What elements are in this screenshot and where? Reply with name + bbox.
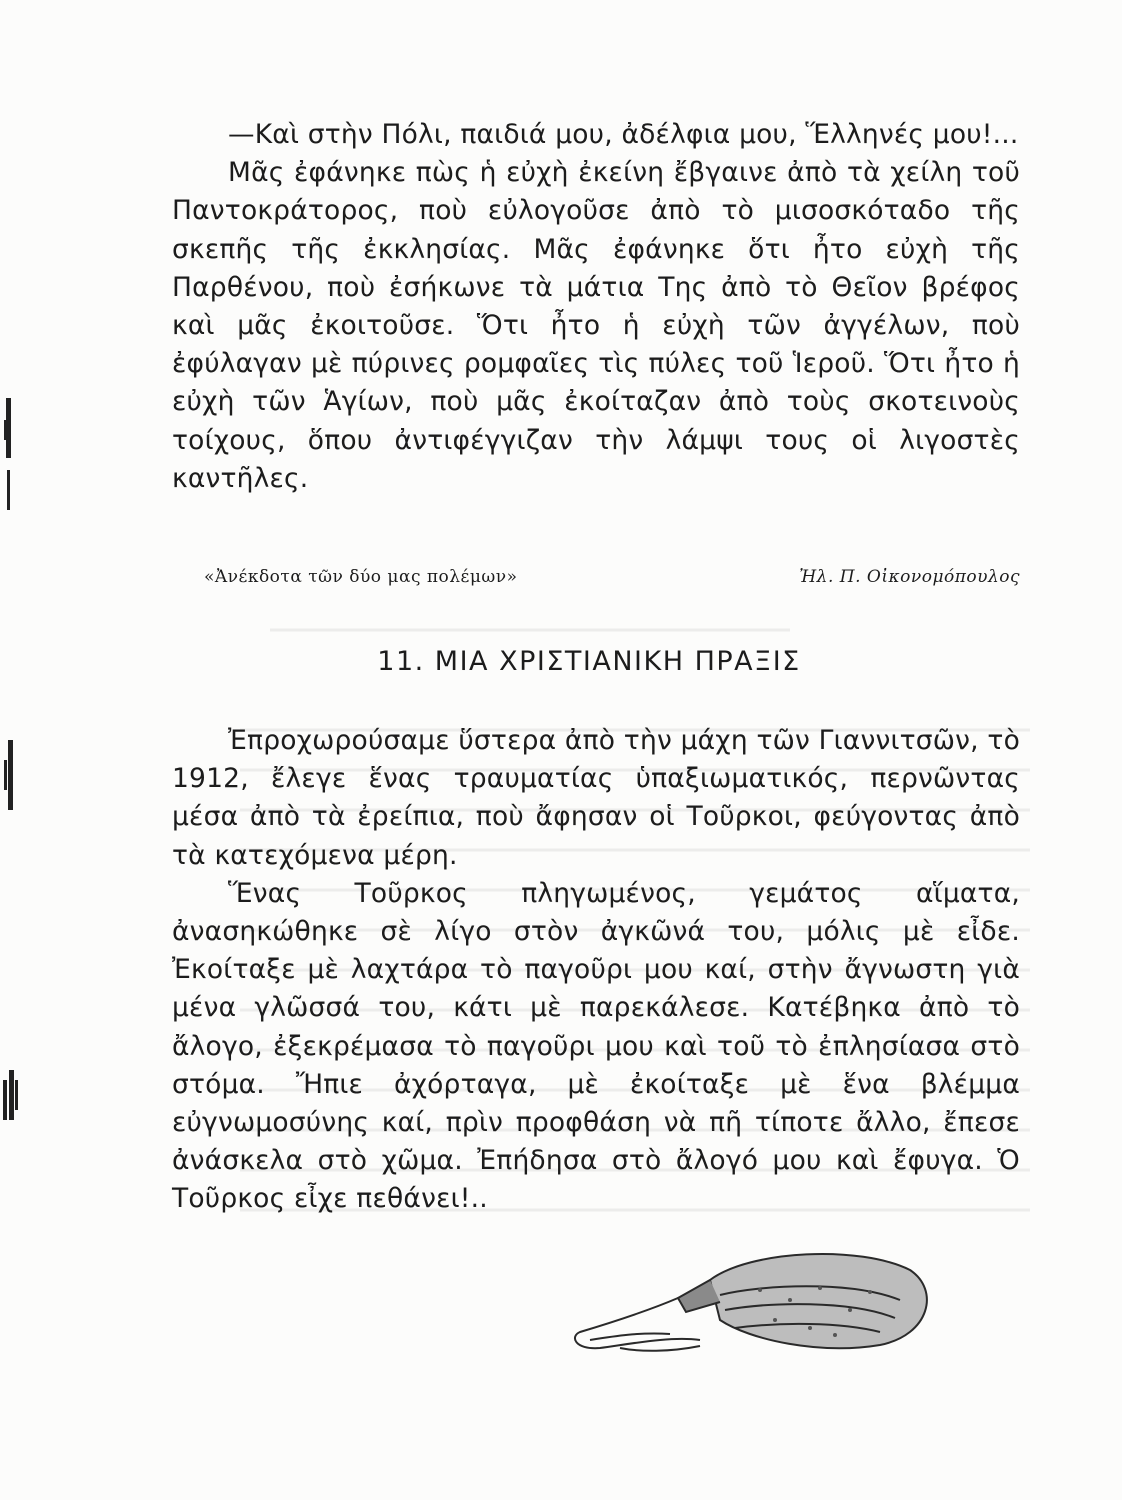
paragraph-church-description: Μᾶς ἐφάνηκε πὼς ἡ εὐχὴ ἐκείνη ἔβγαινε ἀπὸ τὰ χείλη τοῦ Παντοκράτορος, ποὺ εὐλογοῦσε ἀπὸ τὸ μισοσκόταδο τῆς σκεπῆς τῆς ἐκκλησίας. Μᾶς ἐφάνηκε ὅτι ἦτο εὐχὴ τῆς Παρθένου, ποὺ ἐσήκωνε τὰ μάτια Της ἀπὸ τὸ Θεῖον βρέφος καὶ μᾶς ἐκοιτοῦσε. Ὅτι ἦτο ἡ εὐχὴ τῶν ἀγγέλων, ποὺ ἐφύλαγαν μὲ πύρινες ρομφαῖες τὶς πύλες τοῦ Ἱεροῦ. Ὅτι ἦτο ἡ εὐχὴ τῶν Ἁγίων, ποὺ μᾶς ἐκοίταζαν ἀπὸ τοὺς σκοτεινοὺς τοίχους, ὅπου ἀντιφέγγιζαν τὴν λάμψι τους οἱ λιγοστὲς καντῆλες. bbox=[172, 157, 1020, 494]
section-passage bbox=[172, 722, 1020, 1219]
source-author: Ἠλ. Π. Οἰκονομόπουλος bbox=[799, 567, 1020, 587]
paragraph-advance: Ἐπροχωρούσαμε ὕστερα ἀπὸ τὴν μάχη τῶν Γιαννιτσῶν, τὸ 1912, ἔλεγε ἕνας τραυματίας ὑπαξιωματικός, περνῶντας μέσα ἀπὸ τὰ ἐρείπια, ποὺ ἄφησαν οἱ Τοῦρκοι, φεύγοντας ἀπὸ τὰ κατεχόμενα μέρη. bbox=[172, 725, 1020, 871]
source-citation bbox=[204, 567, 1020, 587]
paragraph-wounded-turk: Ἕνας Τοῦρκος πληγωμένος, γεμάτος αἵματα, ἀνασηκώθηκε σὲ λίγο στὸν ἀγκῶνά του, μόλις μὲ εἶδε. Ἐκοίταξε μὲ λαχτάρα τὸ παγοῦρι μου καί, στὴν ἄγνωστη γιὰ μένα γλῶσσά του, κάτι μὲ παρεκάλεσε. Κατέβηκα ἀπὸ τὸ ἄλογο, ἐξεκρέμασα τὸ παγοῦρι μου καὶ τοῦ τὸ ἐπλησίασα στὸ στόμα. Ἤπιε ἀχόρταγα, μὲ ἐκοίταξε μὲ ἕνα βλέμμα εὐγνωμοσύνης καί, πρὶν προφθάση νὰ πῆ τίποτε ἄλλο, ἔπεσε ἀνάσκελα στὸ χῶμα. Ἐπήδησα στὸ ἄλογό μου καὶ ἔφυγα. Ὁ Τοῦρκος εἶχε πεθάνει!.. bbox=[172, 877, 1020, 1215]
opening-passage bbox=[172, 116, 1020, 498]
canteen-spilling-water-icon bbox=[560, 1240, 940, 1360]
source-book-title: «Ἀνέκδοτα τῶν δύο μας πολέμων» bbox=[204, 567, 518, 587]
section-heading: 11. ΜΙΑ ΧΡΙΣΤΙΑΝΙΚΗ ΠΡΑΞΙΣ bbox=[377, 646, 801, 677]
paragraph-blessing: —Καὶ στὴν Πόλι, παιδιά μου, ἀδέλφια μου, Ἕλληνές μου!... bbox=[228, 119, 1019, 150]
binding-edge-marks bbox=[0, 380, 26, 1160]
